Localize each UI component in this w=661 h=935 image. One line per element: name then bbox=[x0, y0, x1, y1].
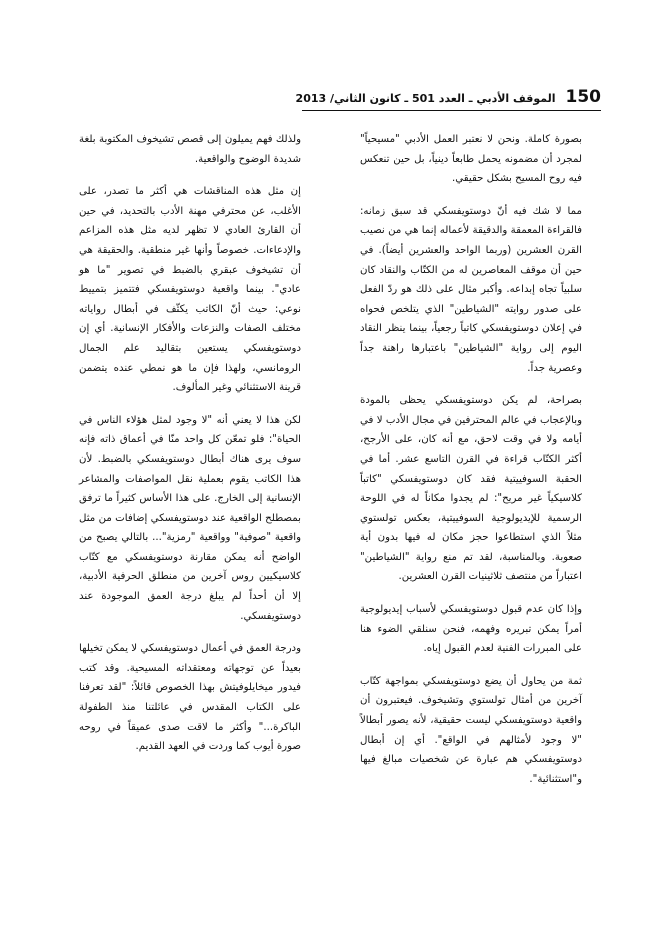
paragraph: ثمة من يحاول أن يضع دوستويفسكي بمواجهة كتّاب آخرين من أمثال تولستوي وتشيخوف. فيعتبرون أن واقعية دوستويفسكي ليست حقيقية، لأنه يصور أبطالاً "لا وجود لأمثالهم في الواقع". أي إن أبطال دوستويفسكي هم عبارة عن شخصيات مبالغ فيها و"استثنائية". bbox=[360, 675, 582, 785]
paragraph: بصورة كاملة. ونحن لا نعتبر العمل الأدبي "مسيحياً" لمجرد أن مضمونه يحمل طابعاً دينياً، بل حين تنعكس فيه روح المسيح بشكل حقيقي. bbox=[360, 134, 582, 185]
paragraph: وإذا كان عدم قبول دوستويفسكي لأسباب إيديولوجية أمراً يمكن تبريره وفهمه، فنحن سنلقي الضوء هنا على المبررات الفنية لعدم القبول إياه. bbox=[360, 604, 582, 655]
right-column bbox=[360, 130, 582, 789]
left-column bbox=[79, 130, 301, 757]
paragraph: مما لا شك فيه أنّ دوستويفسكي قد سبق زمانه: فالقراءة المعمقة والدقيقة لأعماله إنما هي من نصيب القرن العشرين (وربما الواحد والعشرين أيضاً). في حين أن موقف المعاصرين له من الكتّاب والنقاد كان سلبياً تجاه إبداعه. وأكبر مثال على ذلك هو ردّ الفعل على صدور روايته "الشياطين" الذي يتلخص فحواه في إعلان دوستويفسكي كاتباً رجعياً، بينما ينظر النقاد اليوم إلى رواية "الشياطين" باعتبارها راهنة جداً وعصرية جداً. bbox=[360, 205, 582, 374]
paragraph: ولذلك فهم يميلون إلى قصص تشيخوف المكتوبة بلغة شديدة الوضوح والواقعية. bbox=[79, 134, 301, 165]
running-head: الموقف الأدبي ـ العدد 501 ـ كانون الثاني/ 2013 bbox=[295, 92, 556, 105]
paragraph: ودرجة العمق في أعمال دوستويفسكي لا يمكن تخيلها بعيداً عن توجهاته ومعتقداته المسيحية. وقد كتب فيدور ميخايلوفيتش بهذا الخصوص قائلاً: "لقد تعرفنا على الكتاب المقدس في عائلتنا منذ الطفولة الباكرة..." وأكثر ما لاقت صدى عميقاً في روحه صورة أيوب كما وردت في العهد القديم. bbox=[79, 643, 301, 753]
paragraph: بصراحة، لم يكن دوستويفسكي يحظى بالمودة وبالإعجاب في عالم المحترفين في مجال الأدب لا في أيامه ولا في وقت لاحق، مع أنه كان، على الأرجح، أكثر الكتّاب قراءة في القرن التاسع عشر. أما في الحقبة السوفييتية فقد كان دوستويفسكي "كاتباً كلاسيكياً غير مريح": لم يجدوا مكاناً له في اللوحة الرسمية للإيديولوجية السوفييتية، بعكس تولستوي مثلاً الذي استطاعوا حجز مكان له فيها بدون أية صعوبة. وبالمناسبة، لقد تم منع رواية "الشياطين" اعتباراً من منتصف ثلاثينيات القرن العشرين. bbox=[360, 395, 582, 583]
paragraph: إن مثل هذه المناقشات هي أكثر ما تصدر، على الأغلب، عن محترفي مهنة الأدب بالتحديد، في حين أن القارئ العادي لا تظهر لديه مثل هذه المزاعم والإدعاءات. خصوصاً وأنها غير منطقية. والحقيقة هي أن تشيخوف عبقري بالضبط في تصوير "ما هو عادي". بينما واقعية دوستويفسكي فتتميز بتمييط نوعي: حيث أنّ الكاتب يكثّف في أبطال رواياته مختلف الصفات والنزعات والأفكار الإنسانية. أي إن دوستويفسكي يستعين بتقاليد علم الجمال الرومانسي، ولهذا فإن ما هو نمطي عنده يتضمن قرينة الاستثنائي وغير المألوف. bbox=[79, 186, 301, 394]
page-header bbox=[295, 84, 601, 111]
paragraph: لكن هذا لا يعني أنه "لا وجود لمثل هؤلاء الناس في الحياة": فلو تمعّن كل واحد منّا في أعماق ذاته فإنه سوف يرى هناك أبطال دوستويفسكي بالضبط. لأن هذا الكاتب يقوم بعملية نقل المواصفات والمشاعر الإنسانية إلى الخارج. على هذا الأساس كثيراً ما ترفق بمصطلح الواقعية عند دوستويفسكي إضافات من مثل واقعية "صوفية" وواقعية "رمزية"... بالتالي يصبح من الواضح أنه يمكن مقارنة دوستويفسكي مع كتّاب كلاسيكيين روس آخرين من منطلق الحرفية الأدبية، إلا أن أحداً لم يبلغ درجة العمق الموجودة عند دوستويفسكي. bbox=[79, 414, 301, 622]
page-number: 150 bbox=[565, 87, 601, 107]
